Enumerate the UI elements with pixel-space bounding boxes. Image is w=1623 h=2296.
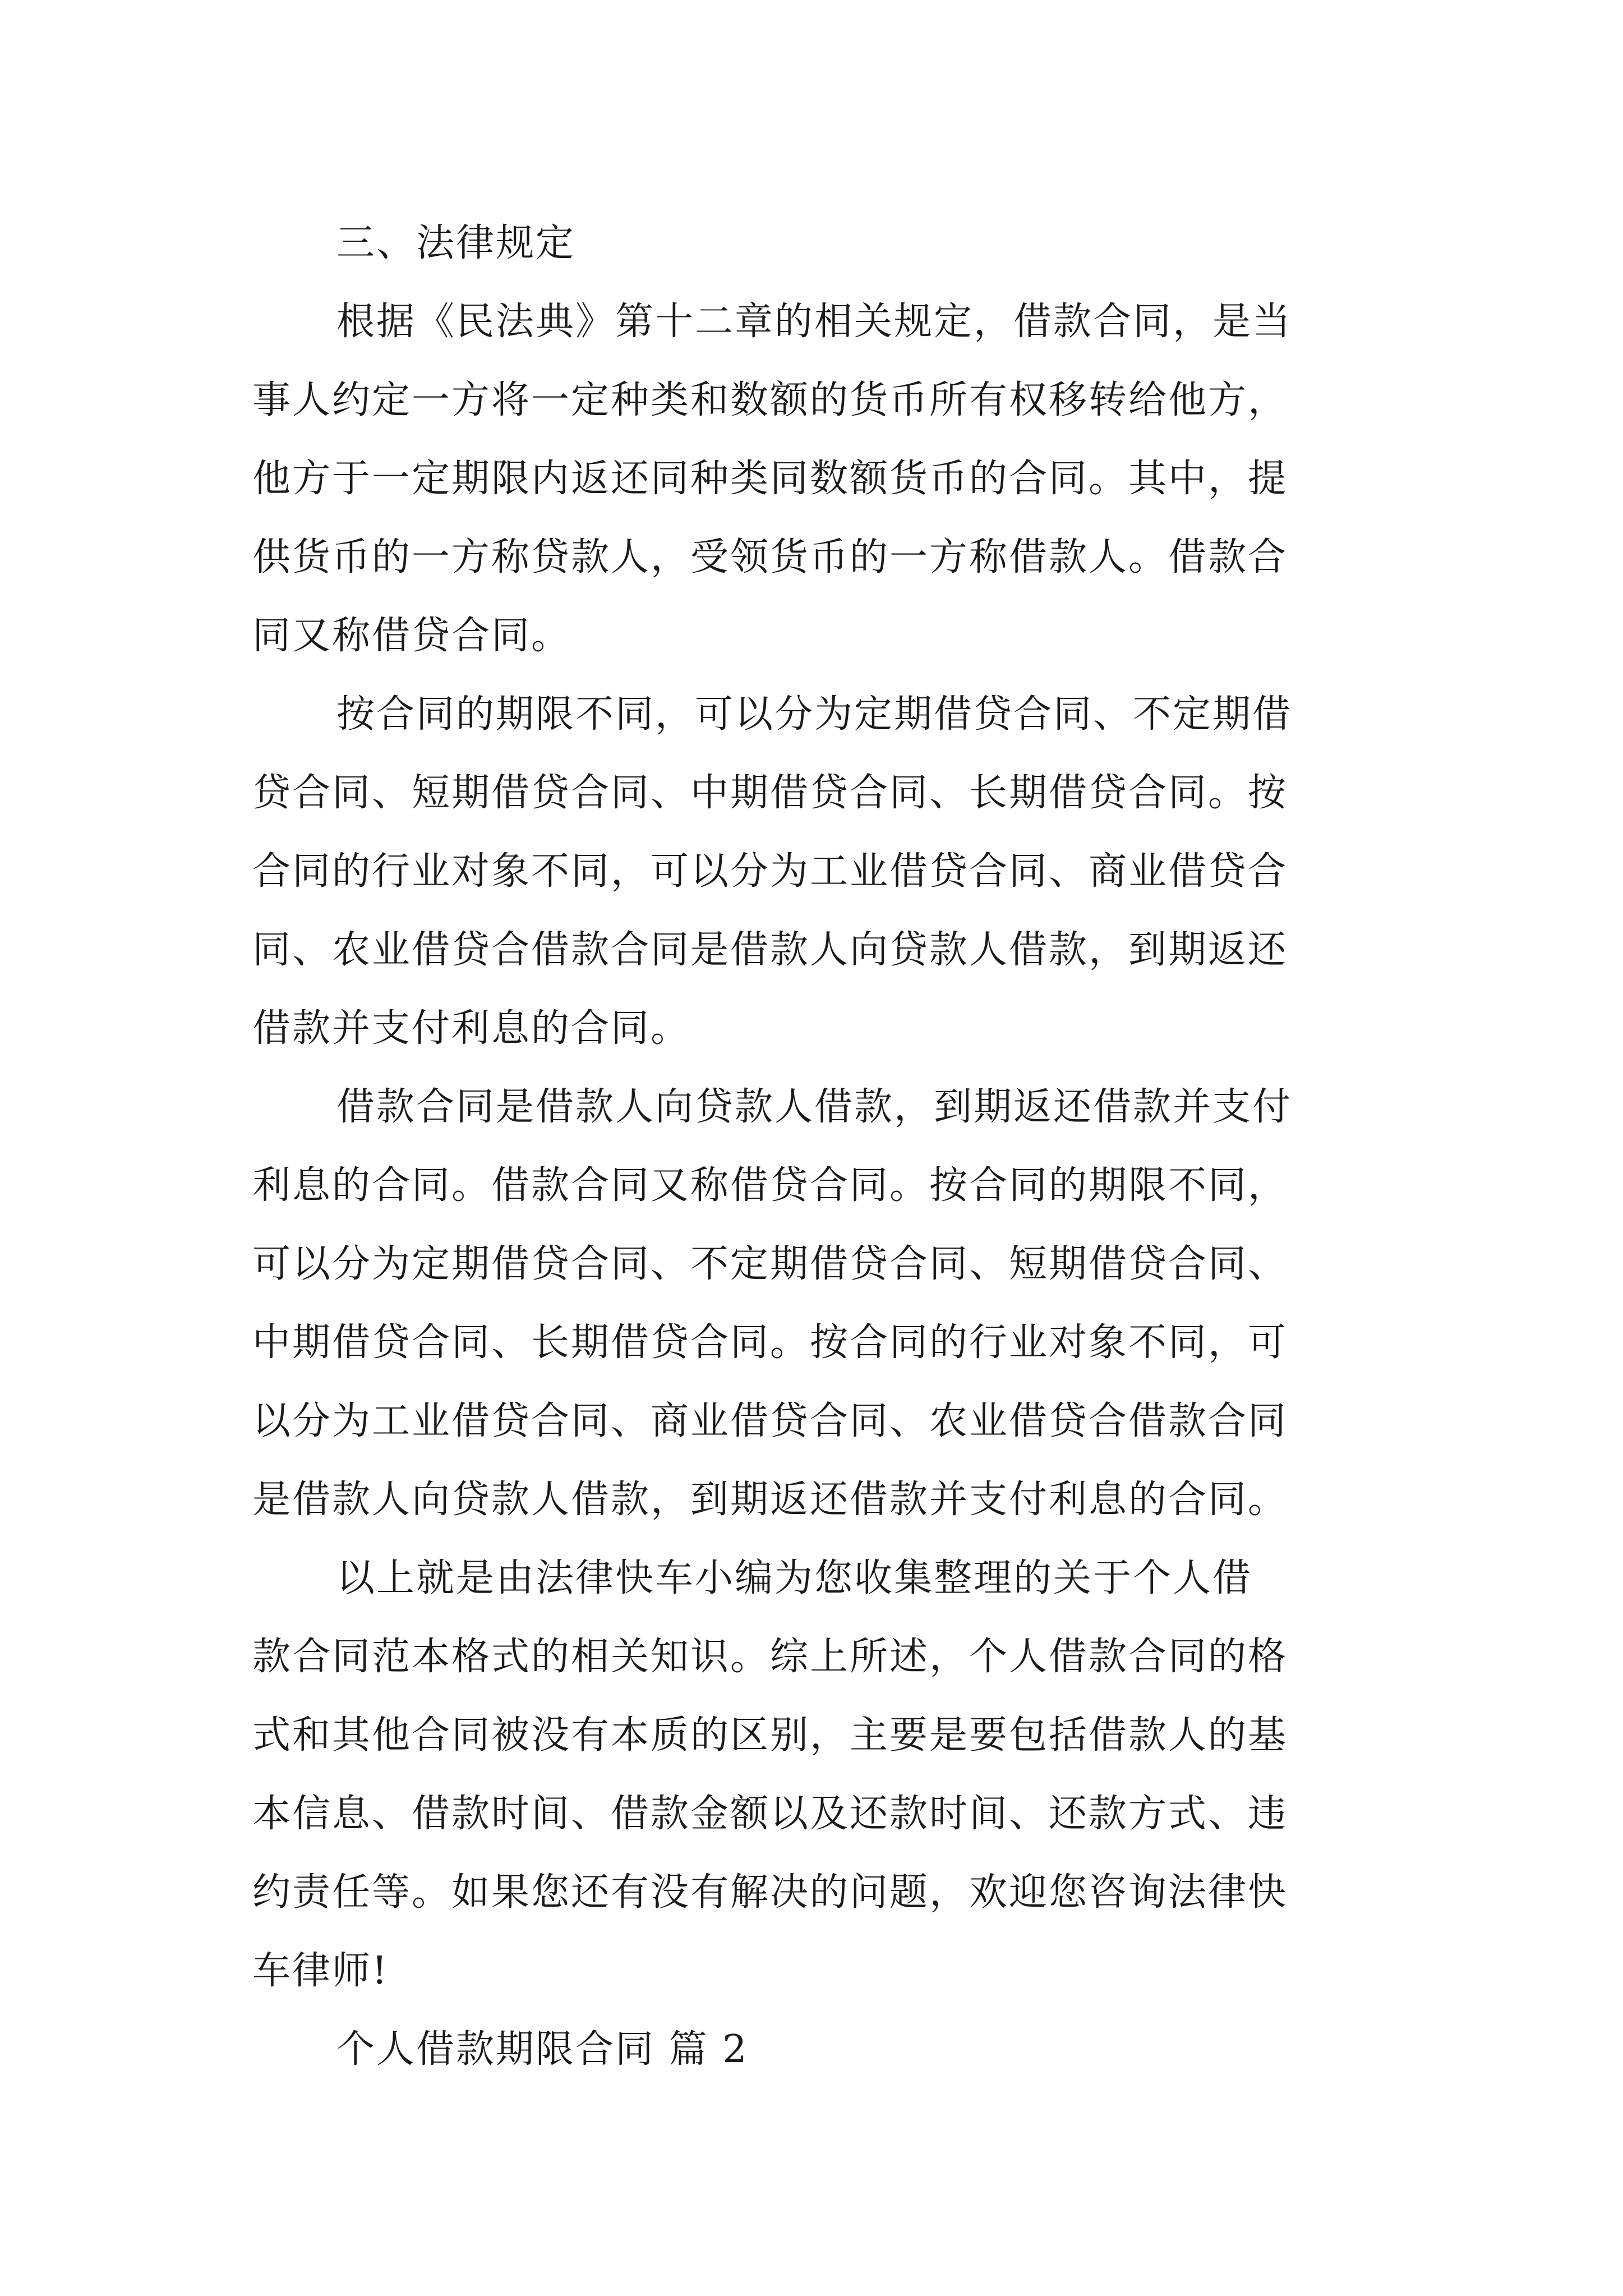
paragraph-line: 同、农业借贷合借款合同是借款人向贷款人借款，到期返还 (252, 928, 1288, 972)
paragraph-line: 合同的行业对象不同，可以分为工业借贷合同、商业借贷合 (252, 849, 1288, 894)
paragraph-line: 约责任等。如果您还有没有解决的问题，欢迎您咨询法律快 (252, 1870, 1288, 1915)
paragraph-line: 款合同范本格式的相关知识。综上所述，个人借款合同的格 (252, 1635, 1288, 1679)
paragraph-line: 是借款人向贷款人借款，到期返还借款并支付利息的合同。 (252, 1478, 1288, 1522)
paragraph-line: 可以分为定期借贷合同、不定期借贷合同、短期借贷合同、 (252, 1242, 1288, 1286)
paragraph-line: 根据《民法典》第十二章的相关规定，借款合同，是当 (336, 300, 1293, 344)
paragraph-line: 本信息、借款时间、借款金额以及还款时间、还款方式、违 (252, 1792, 1288, 1836)
paragraph-line: 式和其他合同被没有本质的区别，主要是要包括借款人的基 (252, 1713, 1288, 1757)
paragraph-line: 贷合同、短期借贷合同、中期借贷合同、长期借贷合同。按 (252, 771, 1288, 815)
paragraph-line: 利息的合同。借款合同又称借贷合同。按合同的期限不同， (252, 1163, 1288, 1208)
section-heading: 个人借款期限合同 篇 2 (336, 2027, 749, 2072)
paragraph-line: 借款合同是借款人向贷款人借款，到期返还借款并支付 (336, 1085, 1293, 1129)
paragraph-line: 事人约定一方将一定种类和数额的货币所有权移转给他方， (252, 378, 1288, 422)
paragraph-line: 车律师! (252, 1949, 389, 1993)
paragraph-line: 借款并支付利息的合同。 (252, 1006, 691, 1051)
paragraph-line: 按合同的期限不同，可以分为定期借贷合同、不定期借 (336, 692, 1293, 737)
paragraph-line: 同又称借贷合同。 (252, 614, 571, 658)
section-heading: 三、法律规定 (336, 221, 576, 265)
paragraph-line: 以上就是由法律快车小编为您收集整理的关于个人借 (336, 1556, 1253, 1600)
paragraph-line: 中期借贷合同、长期借贷合同。按合同的行业对象不同，可 (252, 1320, 1288, 1365)
paragraph-line: 供货币的一方称贷款人，受领货币的一方称借款人。借款合 (252, 535, 1288, 579)
paragraph-line: 以分为工业借贷合同、商业借贷合同、农业借贷合借款合同 (252, 1399, 1288, 1443)
paragraph-line: 他方于一定期限内返还同种类同数额货币的合同。其中，提 (252, 457, 1288, 501)
